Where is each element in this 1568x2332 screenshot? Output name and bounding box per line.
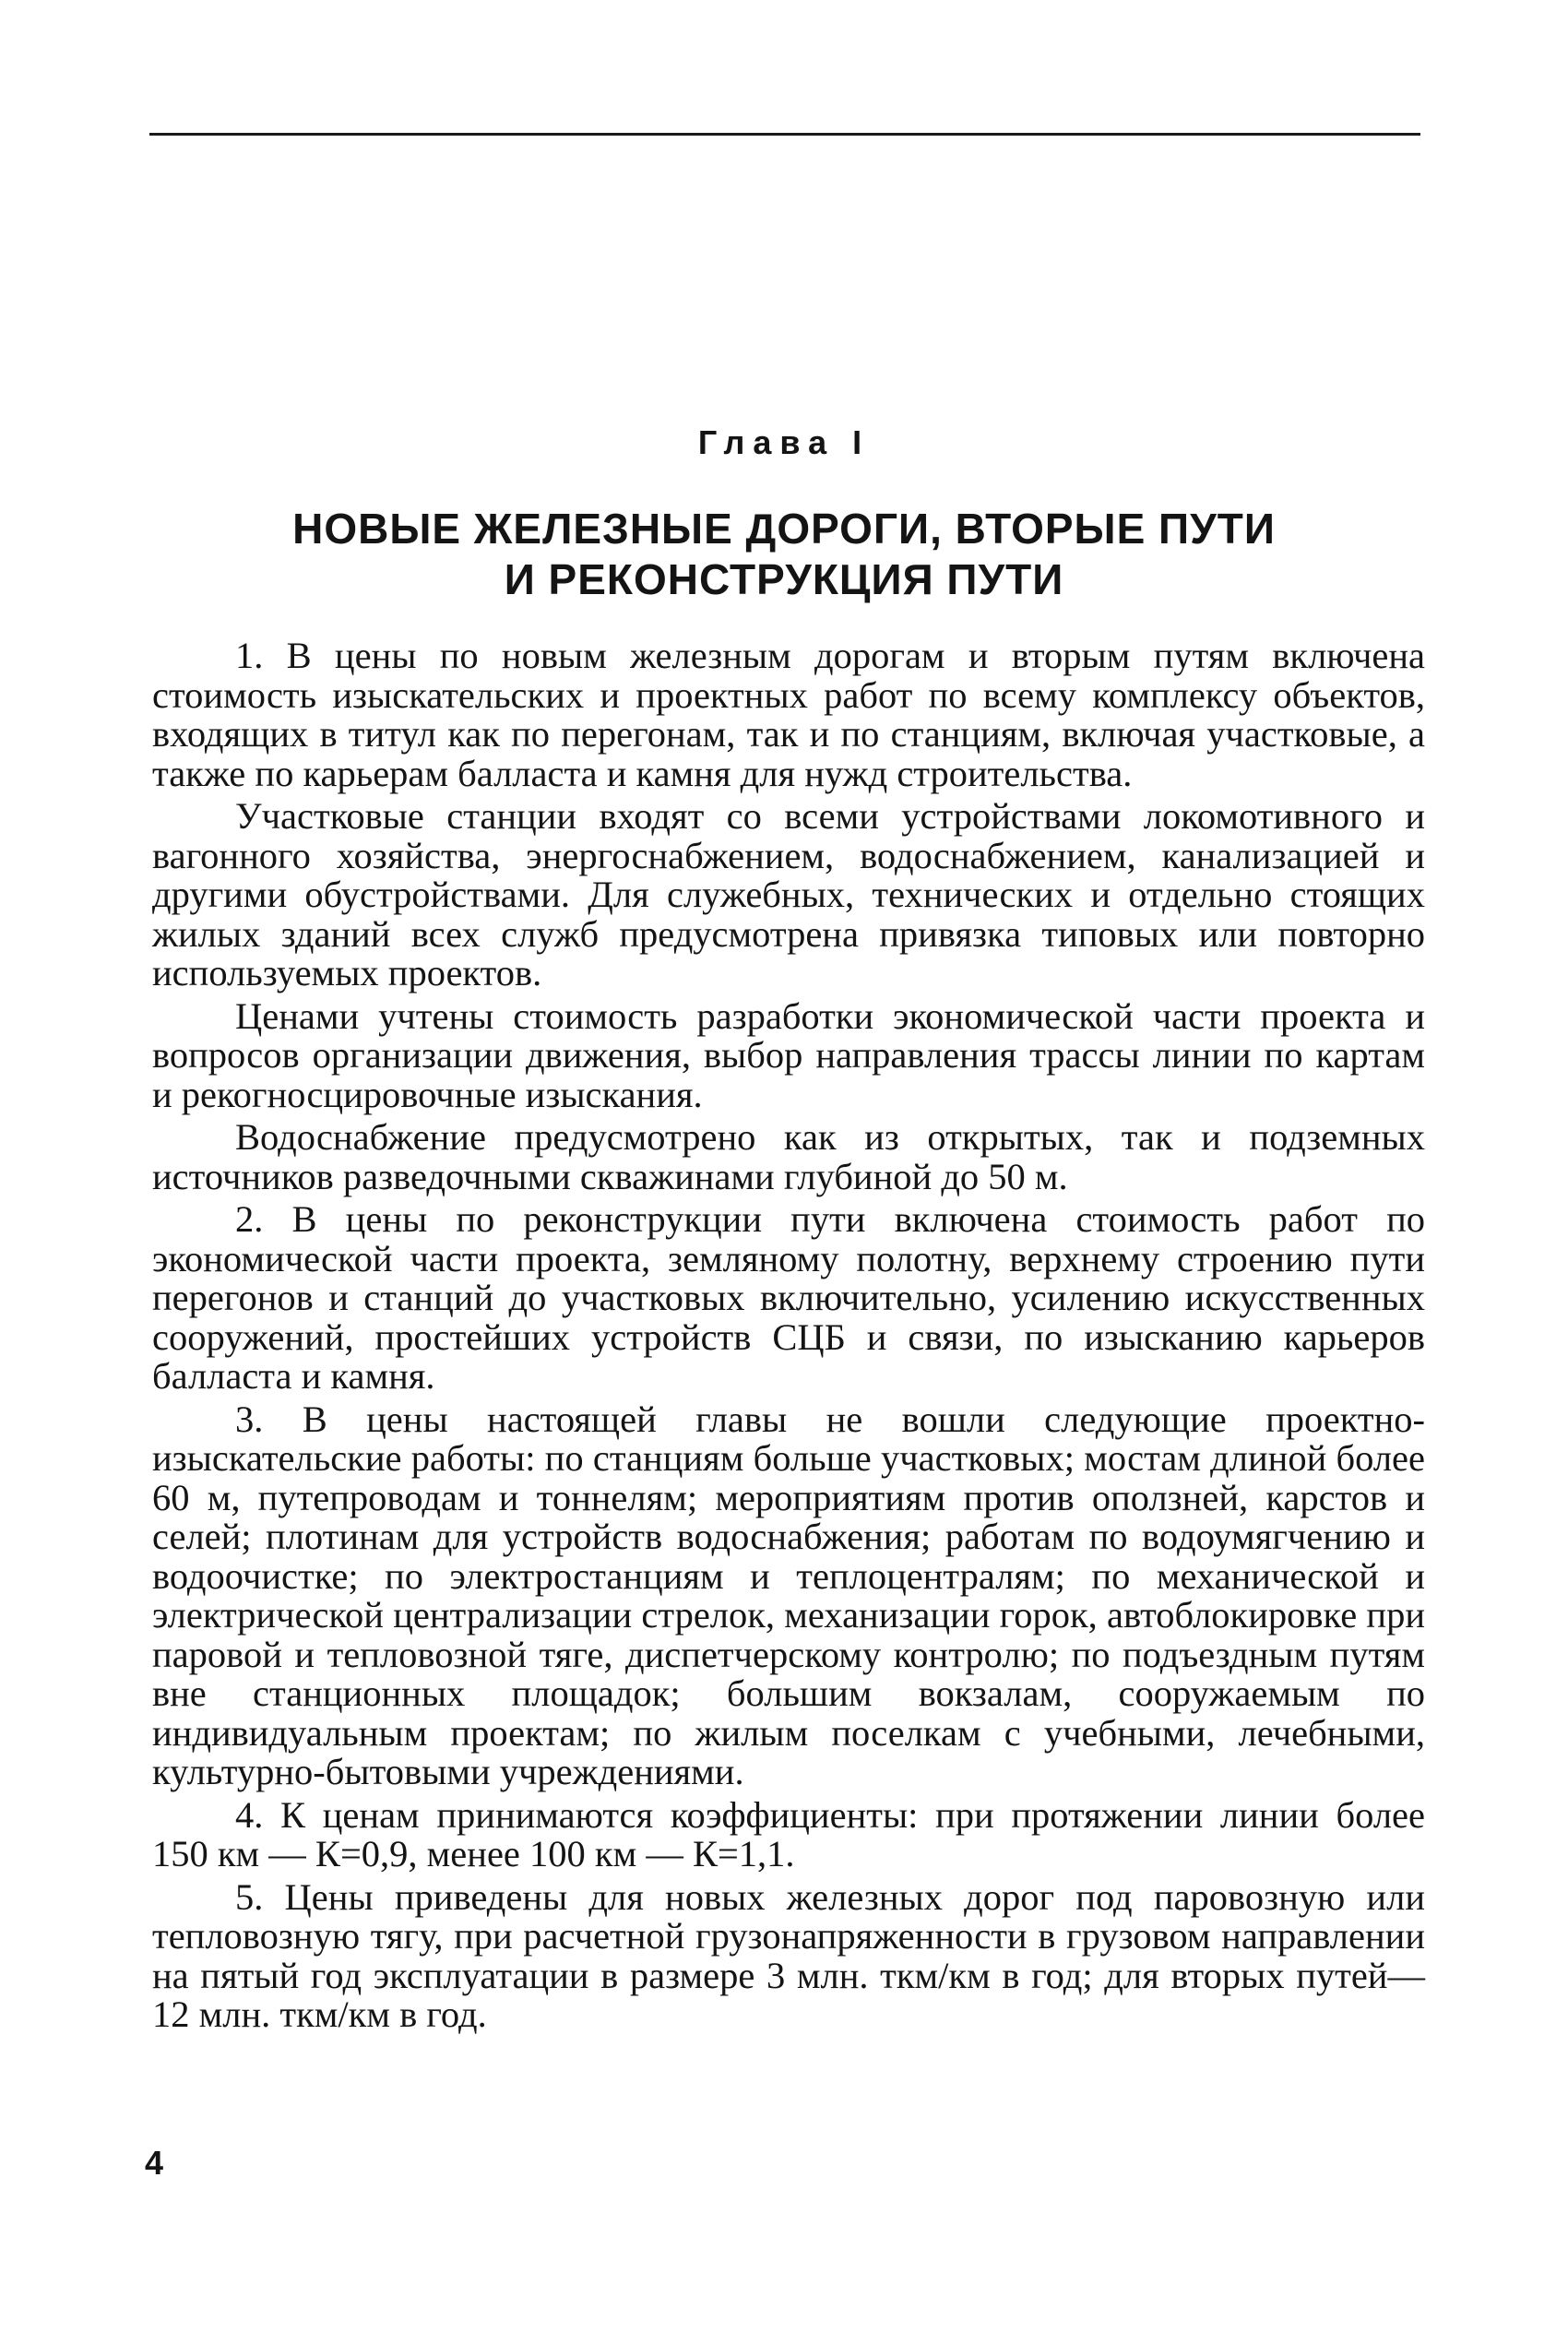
chapter-label: Глава I [697,423,871,461]
top-rule [149,133,1420,136]
chapter-title-line-2: И РЕКОНСТРУКЦИЯ ПУТИ [504,555,1064,603]
paragraph-4: Водоснабжение предусмотрено как из открытых, так и подземных источников разведочными скважинами глубиной до 50 м. [152,1116,1425,1197]
page-number: 4 [145,2144,164,2182]
paragraph-3: Ценами учтены стоимость разработки экономической части проекта и вопросов организации движения, выбор направления трассы линии по картам и рекогносцировочные изыскания. [152,994,1425,1115]
paragraph-6: 3. В цены настоящей главы не вошли следующие проектно-изыскательские работы: по станциям больше участковых; мостам длиной более 60 м, путепроводам и тоннелям; мероприятиям против оползней, карстов и селей; плотинам для устройств водоснабжения; работам по водоумягчению и водоочистке; по электростанциям и теплоцентралям; по механической и электрической централизации стрелок, механизации горок, автоблокировке при паровой и тепловозной тяге, диспетчерскому контролю; по подъездным путям вне станционных площадок; большим вокзалам, сооружаемым по индивидуальным проектам; по жилым поселкам с учебными, лечебными, культурно-бытовыми учреждениями. [152,1398,1425,1792]
paragraph-2: Участковые станции входят со всеми устройствами локомотивного и вагонного хозяйства, энергоснабжением, водоснабжением, канализацией и другими обустройствами. Для служебных, технических и отдельно стоящих жилых зданий всех служб предусмотрена привязка типовых или повторно используемых проектов. [152,795,1425,993]
paragraph-7: 4. К ценам принимаются коэффициенты: при протяжении линии более 150 км — К=0,9, менее 100 км — К=1,1. [152,1793,1425,1874]
chapter-title-line-1: НОВЫЕ ЖЕЛЕЗНЫЕ ДОРОГИ, ВТОРЫЕ ПУТИ [292,505,1276,553]
paragraph-5: 2. В цены по реконструкции пути включена стоимость работ по экономической части проекта, земляному полотну, верхнему строению пути перегонов и станций до участковых включительно, усилению искусственных сооружений, простейших устройств СЦБ и связи, по изысканию карьеров балласта и камня. [152,1198,1425,1397]
chapter-title [0,504,1568,605]
body-text [152,637,1425,2039]
paragraph-1: 1. В цены по новым железным дорогам и вторым путям включена стоимость изыскательских и проектных работ по всему комплексу объектов, входящих в титул как по перегонам, так и по станциям, включая участковые, а также по карьерам балласта и камня для нужд строительства. [152,635,1425,794]
paragraph-8: 5. Цены приведены для новых железных дорог под паровозную или тепловозную тягу, при расчетной грузонапряженности в грузовом направлении на пятый год эксплуатации в размере 3 млн. ткм/км в год; для вторых путей—12 млн. ткм/км в год. [152,1875,1425,2035]
